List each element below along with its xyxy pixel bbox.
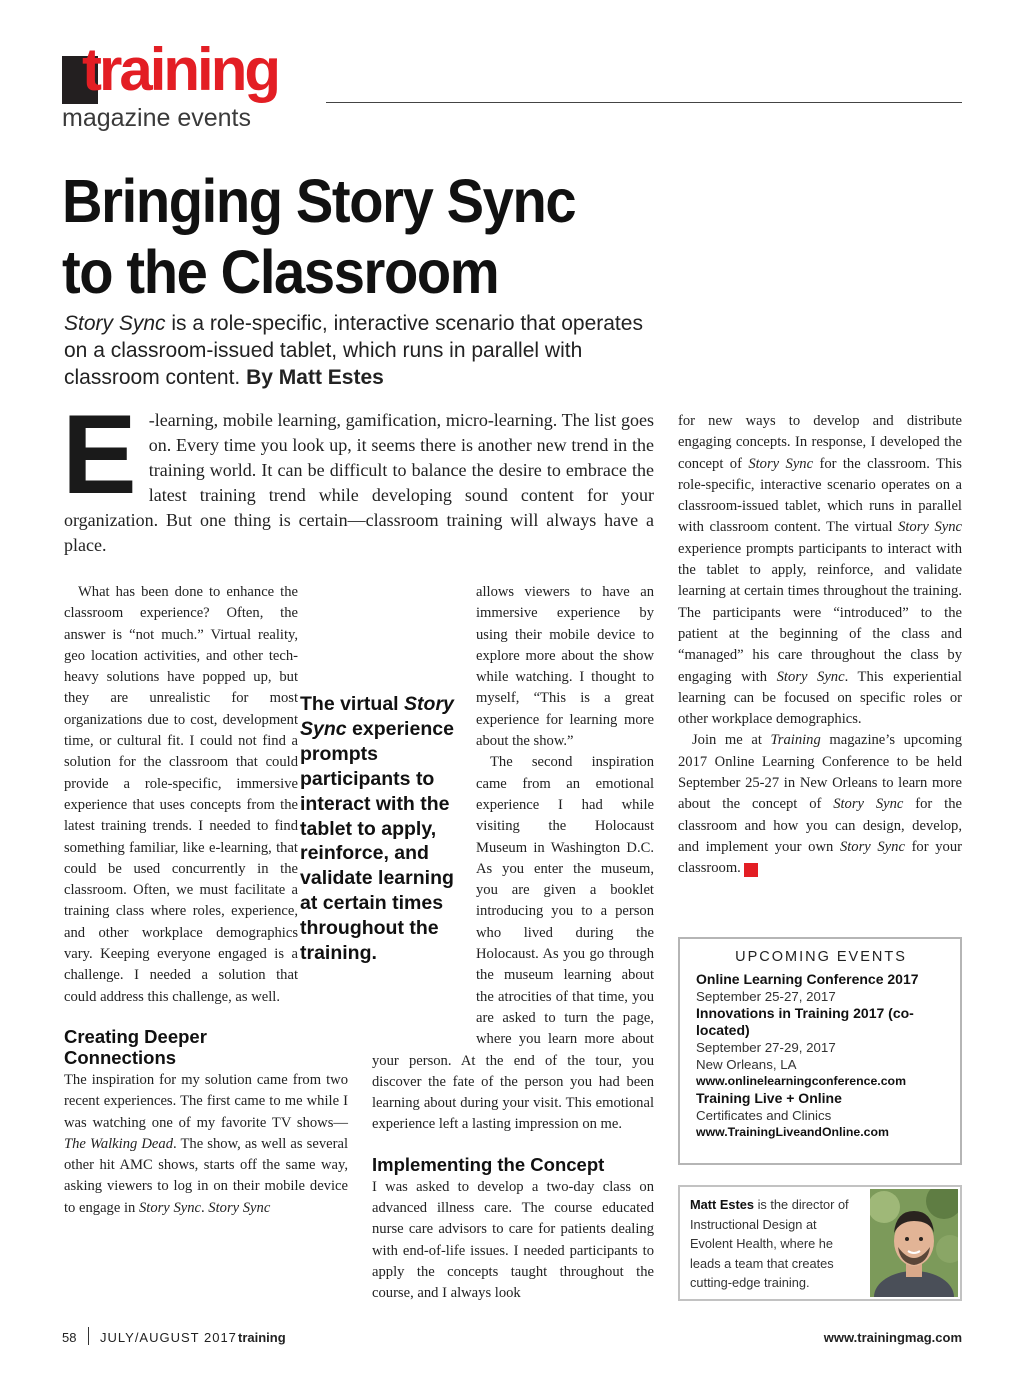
col3-p1-text-c: experience prompts participants to interact with the tablet to apply, reinforce, and validate learning at certain times throughout the training. The participants were “introduced” to the patient at the beginning of the class and “managed” his care throughout the class by engaging with xyxy=(678,540,962,685)
footer-divider xyxy=(88,1327,89,1345)
subhead-implementing-the-concept: Implementing the Concept xyxy=(372,1153,605,1175)
deck-text: is a role-specific, interactive scenario that operates on a classroom-issued tablet, which runs in parallel with classroom content. xyxy=(64,312,643,389)
event-2-title: Innovations in Training 2017 (co-located) xyxy=(696,1005,914,1038)
author-portrait-icon xyxy=(870,1189,958,1297)
col3-p1-text-b: for the classroom. This role-specific, interactive scenario operates on a classroom-issued tablet, which runs in parallel with classroom content. The virtual xyxy=(678,455,962,536)
author-bio xyxy=(690,1195,850,1293)
article-title xyxy=(62,166,706,308)
events-heading: UPCOMING EVENTS xyxy=(735,949,907,965)
article-deck xyxy=(64,310,664,391)
issue-date: JULY/AUGUST 2017 xyxy=(100,1330,237,1345)
col1-paragraph-1: What has been done to enhance the classroom experience? Often, the answer is “not much.” Virtual reality, geo location activities, and other tech-heavy solutions have popped up, but they are unrealistic for most organizations due to cost, development time, or cultural fit. I could not find a solution for the classroom that could provide a role-specific, immersive experience that uses concepts from the latest training trends. I needed to find something familiar, like e-learning, that could be used concurrently in the classroom. Often, we must facilitate a training class where roles, experience, and other workplace demographics vary. Keeping everyone engaged is a challenge. I needed a solution that could address this challenge, as well. xyxy=(64,584,298,1005)
event-2-date: September 27-29, 2017 xyxy=(696,1040,836,1055)
event-1-title: Online Learning Conference 2017 xyxy=(696,971,919,987)
subhead-creating-deeper-connections xyxy=(64,1026,348,1068)
author-bio-text: is the director of Instructional Design at Evolent Health, where he leads a team that creates cutting-edge training. xyxy=(690,1197,849,1291)
col1-p2-story-sync-1: Story Sync xyxy=(138,1199,201,1216)
event-1-date: September 25-27, 2017 xyxy=(696,989,836,1004)
col3-p2-text-d: for your classroom. xyxy=(678,838,962,877)
col3-p2-story-sync-1: Story Sync xyxy=(833,796,904,813)
header-rule xyxy=(326,102,962,103)
logo-subtitle: magazine events xyxy=(62,104,252,132)
end-of-article-icon: t xyxy=(744,863,758,877)
col1-paragraph-2 xyxy=(64,1070,348,1219)
author-name: Matt Estes xyxy=(690,1197,755,1212)
logo-wordmark: training xyxy=(82,36,278,103)
pull-quote xyxy=(300,692,460,966)
event-2-link[interactable]: www.onlinelearningconference.com xyxy=(696,1074,907,1088)
col1-p2-show-title: The Walking Dead xyxy=(64,1135,174,1152)
col3-paragraph-2 xyxy=(678,730,962,879)
lead-paragraph xyxy=(62,392,654,558)
col3-p1-story-sync-1: Story Sync xyxy=(748,455,814,472)
col2-paragraph-1: allows viewers to have an immersive experience by using their mobile device to explore more about the show while watching. I thought to myself, “This is a great experience for learning more about the show.” xyxy=(476,584,654,750)
pullquote-text-a: The virtual xyxy=(300,693,405,715)
column-3 xyxy=(678,411,962,880)
pullquote-text-b: experience prompts participants to interact with the tablet to apply, reinforce, and validate learning at certain times throughout the training. xyxy=(300,717,454,965)
col3-p1-story-sync-2: Story Sync xyxy=(898,519,962,536)
upcoming-events-box xyxy=(678,937,962,1165)
col3-p1-story-sync-3: Story Sync xyxy=(776,668,845,685)
footer-website-link[interactable]: www.trainingmag.com xyxy=(823,1330,962,1345)
event-3-detail: Certificates and Clinics xyxy=(696,1108,832,1123)
event-2-location: New Orleans, LA xyxy=(696,1057,797,1072)
title-line-1: Bringing Story Sync xyxy=(62,167,576,235)
col3-p2-text-c: for the classroom and how you can design, develop, and implement your own xyxy=(678,796,962,855)
col3-paragraph-1 xyxy=(678,411,962,730)
col3-p1-text-a: for new ways to develop and distribute engaging concepts. In response, I developed the concept of xyxy=(678,413,962,472)
col3-p2-story-sync-2: Story Sync xyxy=(839,838,905,855)
author-bio-box xyxy=(678,1185,962,1301)
event-3-title: Training Live + Online xyxy=(696,1090,842,1106)
col2-paragraph-3: I was asked to develop a two-day class on advanced illness care. The course educated nurse care advisors to care for patients dealing with end-of-life issues. I needed participants to apply the concepts taught throughout the course, and I always look xyxy=(372,1178,654,1302)
deck-emphasis: Story Sync xyxy=(64,312,166,335)
col3-p2-text-b: magazine’s upcoming 2017 Online Learning Conference to be held September 25-27 in New Orleans to learn more about the concept of xyxy=(678,732,962,813)
pullquote-emphasis: Story Sync xyxy=(300,693,454,740)
col3-p2-text-a: Join me at xyxy=(692,732,771,749)
subhead-1-line-2: Connections xyxy=(64,1046,177,1068)
col2-paragraph-2: The second inspiration came from an emotional experience I had while visiting the Holocaust Museum in Washington D.C. As you enter the museum, you are given a booklet introducing you to a person who lived during the Holocaust. As you go through the museum learning about the atrocities of that time, you are asked to turn the page, where you learn more about your person. At the end of the tour, you discover the fate of the person you had been learning about during your visit. This emotional experience left a lasting impression on me. xyxy=(372,754,654,1133)
subhead-1-line-1: Creating Deeper xyxy=(64,1025,207,1047)
page-number: 58 xyxy=(62,1330,77,1345)
col3-p1-text-d: . This experiential learning can be focused on specific roles or other workplace demographics. xyxy=(678,668,962,728)
col1-p2-story-sync-2: Story Sync xyxy=(208,1199,271,1216)
col1-p2-text-a: The inspiration for my solution came from two recent experiences. The first came to me while I was watching one of my favorite TV shows— xyxy=(64,1071,348,1131)
title-line-2: to the Classroom xyxy=(62,238,499,306)
byline: By Matt Estes xyxy=(246,366,384,389)
page-footer xyxy=(62,1330,962,1350)
col3-p2-training: Training xyxy=(770,732,821,749)
col1-p2-text-b: . The show, as well as several other hit AMC shows, starts off the same way, asking viewers to log in on their mobile device to engage in xyxy=(64,1135,348,1216)
drop-cap: E xyxy=(62,392,137,517)
lead-text: -learning, mobile learning, gamification, micro-learning. The list goes on. Every time you look up, it seems there is another new trend in the training world. It can be difficult to balance the desire to embrace the latest training trend while developing sound content for your organization. But one thing is certain—classroom training will always have a place. xyxy=(64,410,654,555)
col1-p2-text-c: . xyxy=(201,1199,209,1216)
magazine-logo xyxy=(62,36,342,138)
footer-magazine-name: training xyxy=(238,1330,286,1345)
author-photo xyxy=(870,1189,958,1297)
event-3-link[interactable]: www.TrainingLiveandOnline.com xyxy=(696,1125,889,1139)
